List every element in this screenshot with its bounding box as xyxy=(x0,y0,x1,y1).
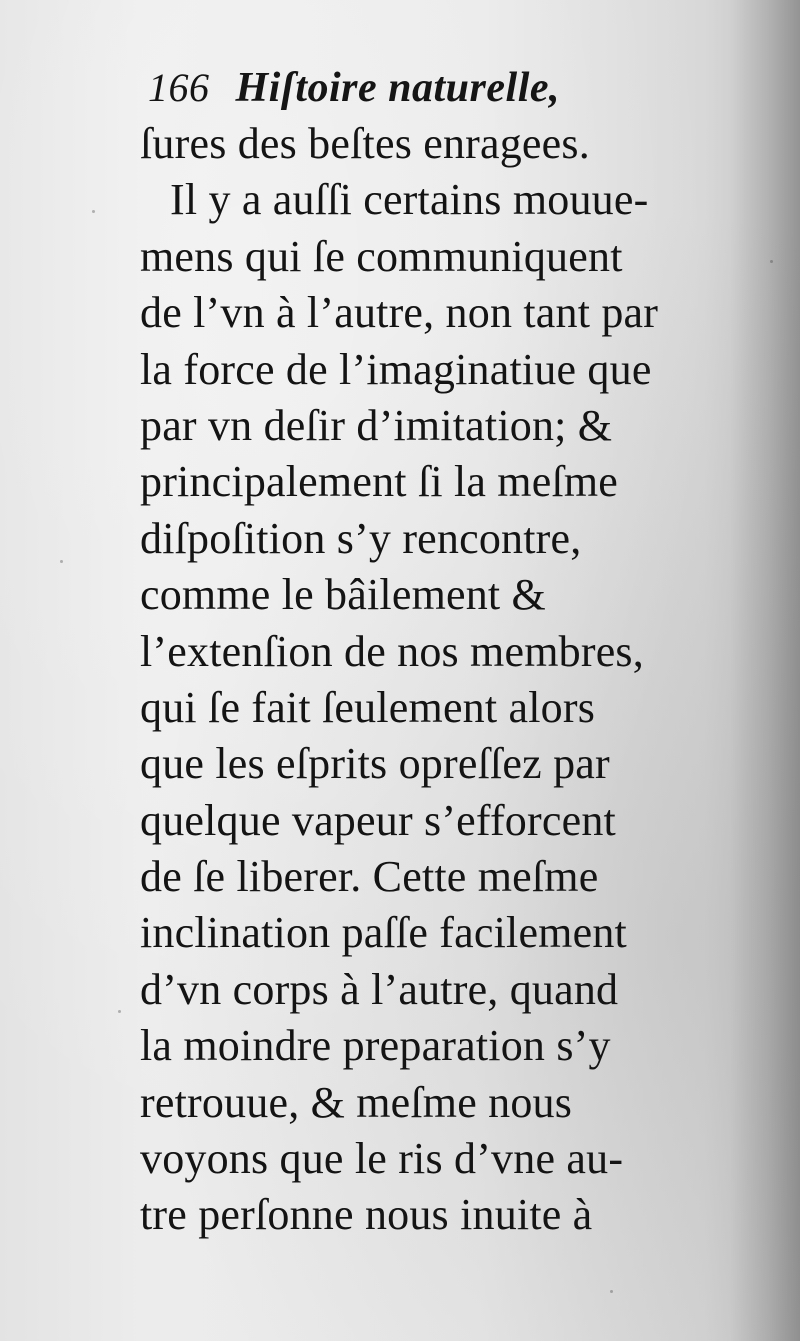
body-text xyxy=(140,116,750,1244)
text-line: principalement ſi la meſme xyxy=(140,457,619,507)
paper-speck xyxy=(118,1010,121,1013)
text-line: inclination paſſe facilement xyxy=(140,908,627,958)
text-line: de ſe liberer. Cette meſme xyxy=(140,852,599,902)
text-line: que les eſprits opreſſez par xyxy=(140,739,610,789)
text-line: comme le bâilement & xyxy=(140,570,546,620)
text-line: d’vn corps à l’autre, quand xyxy=(140,964,619,1014)
text-line: retrouue, & meſme nous xyxy=(140,1077,573,1127)
text-line: tre perſonne nous inuite à xyxy=(140,1190,593,1240)
text-line: qui ſe fait ſeulement alors xyxy=(140,682,596,732)
text-line: la moindre preparation s’y xyxy=(140,1021,611,1071)
text-line: Il y a auſſi certains mouue- xyxy=(170,175,649,225)
running-title: Hiſtoire naturelle, xyxy=(235,65,560,111)
text-line: quelque vapeur s’efforcent xyxy=(140,795,616,845)
text-line: ſures des beſtes enragees. xyxy=(140,119,590,168)
text-line: l’extenſion de nos membres, xyxy=(140,626,644,676)
text-line: diſpoſition s’y rencontre, xyxy=(140,513,582,563)
text-line: par vn deſir d’imitation; & xyxy=(140,400,613,450)
text-line: de l’vn à l’autre, non tant par xyxy=(140,288,659,338)
text-line: mens qui ſe communiquent xyxy=(140,231,623,281)
text-line: voyons que le ris d’vne au- xyxy=(140,1134,624,1184)
page-header xyxy=(148,64,668,118)
paper-speck xyxy=(770,260,773,263)
paper-speck xyxy=(60,560,63,563)
text-line: la force de l’imaginatiue que xyxy=(140,344,652,394)
paper-speck xyxy=(610,1290,613,1293)
page-number: 166 xyxy=(148,65,210,110)
paper-speck xyxy=(92,210,95,213)
